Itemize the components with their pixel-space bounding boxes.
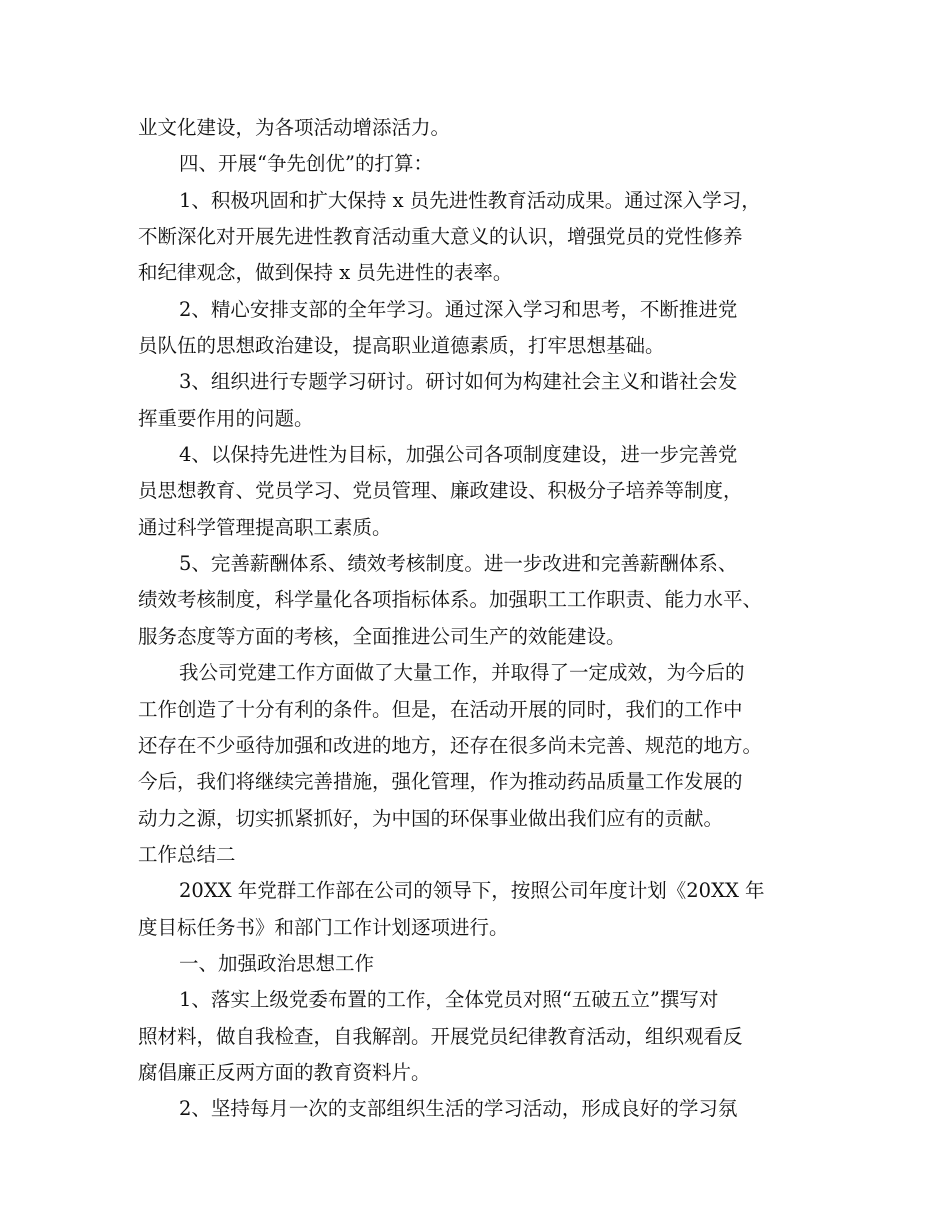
document-body — [138, 110, 818, 1128]
text-line: 照材料，做自我检查，自我解剖。开展党员纪律教育活动，组织观看反 — [138, 1024, 743, 1048]
text-line: 20XX 年党群工作部在公司的领导下，按照公司年度计划《20XX 年 — [179, 879, 765, 903]
section-title: 工作总结二 — [138, 842, 236, 866]
text-line: 5、完善薪酬体系、绩效考核制度。进一步改进和完善薪酬体系、 — [179, 552, 738, 576]
text-line: 2、坚持每月一次的支部组织生活的学习活动，形成良好的学习氛 — [179, 1097, 738, 1121]
text-line: 我公司党建工作方面做了大量工作，并取得了一定成效，为今后的 — [179, 661, 745, 685]
text-line: 员队伍的思想政治建设，提高职业道德素质，打牢思想基础。 — [138, 334, 665, 358]
text-line: 业文化建设，为各项活动增添活力。 — [138, 116, 451, 139]
text-line: 和纪律观念，做到保持 x 员先进性的表率。 — [138, 261, 513, 285]
text-line: 工作创造了十分有利的条件。但是，在活动开展的同时，我们的工作中 — [138, 697, 743, 721]
text-line: 通过科学管理提高职工素质。 — [138, 515, 392, 539]
text-line: 腐倡廉正反两方面的教育资料片。 — [138, 1060, 431, 1084]
section-heading: 四、开展“争先创优”的打算： — [179, 152, 433, 176]
text-line: 1、落实上级党委布置的工作，全体党员对照“五破五立”撰写对 — [179, 988, 719, 1012]
text-line: 不断深化对开展先进性教育活动重大意义的认识，增强党员的党性修养 — [138, 225, 743, 249]
text-line: 1、积极巩固和扩大保持 x 员先进性教育活动成果。通过深入学习， — [179, 188, 761, 212]
text-line: 动力之源，切实抓紧抓好，为中国的环保事业做出我们应有的贡献。 — [138, 806, 724, 830]
text-line: 还存在不少亟待加强和改进的地方，还存在很多尚未完善、规范的地方。 — [138, 733, 763, 757]
text-line: 2、精心安排支部的全年学习。通过深入学习和思考，不断推进党 — [179, 297, 738, 321]
text-line: 服务态度等方面的考核，全面推进公司生产的效能建设。 — [138, 624, 626, 648]
text-line: 绩效考核制度，科学量化各项指标体系。加强职工工作职责、能力水平、 — [138, 588, 763, 612]
text-line: 员思想教育、党员学习、党员管理、廉政建设、积极分子培养等制度， — [138, 479, 743, 503]
section-heading: 一、加强政治思想工作 — [179, 951, 375, 975]
text-line: 挥重要作用的问题。 — [138, 406, 314, 430]
text-line: 4、以保持先进性为目标，加强公司各项制度建设，进一步完善党 — [179, 443, 738, 467]
text-line: 3、组织进行专题学习研讨。研讨如何为构建社会主义和谐社会发 — [179, 370, 738, 394]
text-line: 今后，我们将继续完善措施，强化管理，作为推动药品质量工作发展的 — [138, 770, 743, 794]
text-line: 度目标任务书》和部门工作计划逐项进行。 — [138, 915, 509, 939]
